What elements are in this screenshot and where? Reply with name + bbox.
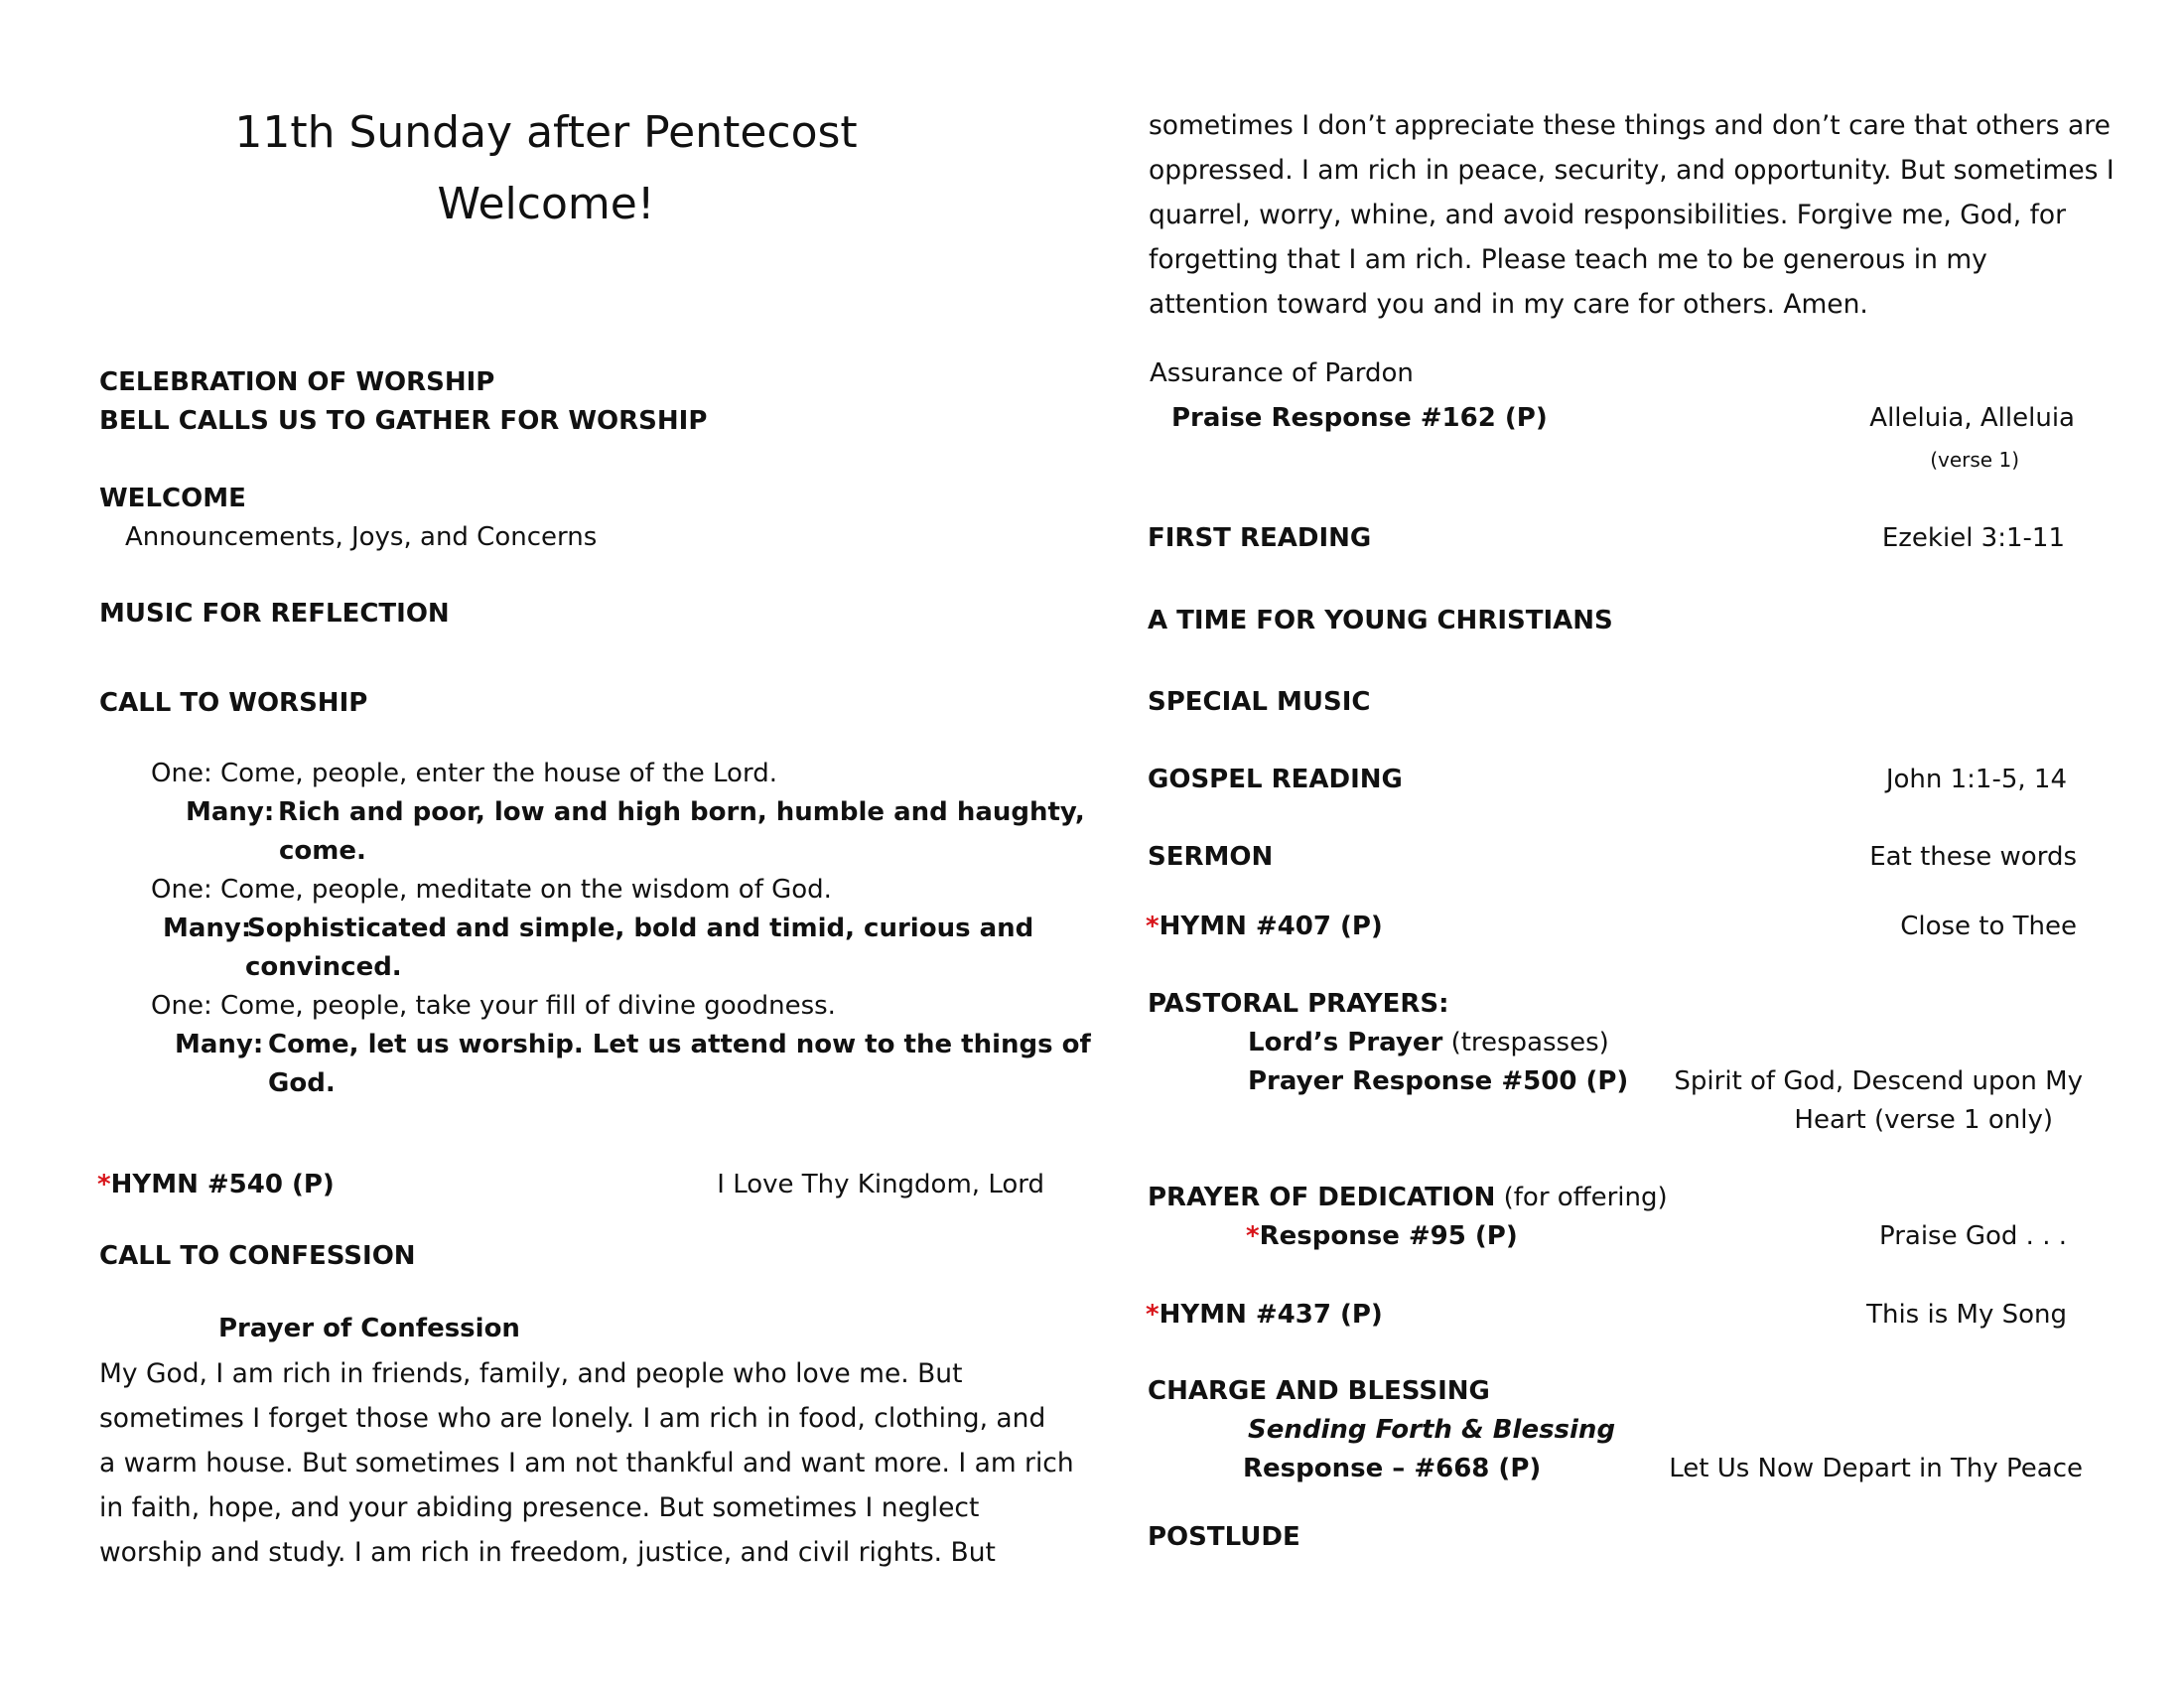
young-christians-heading: A TIME FOR YOUNG CHRISTIANS: [1148, 606, 1613, 635]
confession-line: forgetting that I am rich. Please teach me to be generous in my: [1149, 244, 1987, 275]
gospel-reading-ref: John 1:1-5, 14: [1885, 765, 2067, 794]
prayer-of-dedication: [1148, 1183, 1668, 1213]
confession-line: My God, I am rich in friends, family, and people who love me. But: [99, 1358, 963, 1389]
confession-line: oppressed. I am rich in peace, security, and opportunity. But sometimes I: [1149, 155, 2115, 186]
music-reflection-heading: MUSIC FOR REFLECTION: [99, 599, 450, 629]
standing-marker: *: [1246, 1221, 1260, 1251]
litany-one-3: One: Come, people, take your fill of divine goodness.: [151, 991, 836, 1021]
page-title: 11th Sunday after Pentecost: [234, 107, 858, 158]
prayer-response-title: Spirit of God, Descend upon My: [1674, 1066, 2083, 1096]
confession-text: [99, 1351, 1074, 1575]
hymn-540: [97, 1170, 335, 1200]
response-668-title: Let Us Now Depart in Thy Peace: [1669, 1454, 2083, 1483]
standing-marker: *: [1146, 912, 1160, 941]
standing-marker: *: [97, 1170, 111, 1199]
litany-many-2-label: Many:: [163, 914, 252, 943]
lords-prayer-note: (trespasses): [1450, 1028, 1609, 1057]
dedication-heading: PRAYER OF DEDICATION: [1148, 1183, 1496, 1212]
hymn-407-title: Close to Thee: [1900, 912, 2077, 941]
litany-one-1: One: Come, people, enter the house of the Lord.: [151, 759, 777, 788]
confession-line: worship and study. I am rich in freedom, justice, and civil rights. But: [99, 1537, 996, 1568]
welcome-heading: WELCOME: [99, 484, 246, 513]
response-95: [1246, 1221, 1518, 1252]
lords-prayer-label: Lord’s Prayer: [1248, 1028, 1443, 1057]
response-668-label: Response – #668 (P): [1243, 1454, 1542, 1483]
litany-many-3-text: Come, let us worship. Let us attend now to the things of: [268, 1030, 1091, 1059]
hymn-407-label: HYMN #407 (P): [1159, 912, 1383, 941]
litany-one-2: One: Come, people, meditate on the wisdom of God.: [151, 875, 832, 905]
charge-blessing-heading: CHARGE AND BLESSING: [1148, 1376, 1490, 1406]
postlude-heading: POSTLUDE: [1148, 1522, 1300, 1552]
praise-response-label: Praise Response #162 (P): [1171, 403, 1548, 433]
litany-many-3-cont: God.: [268, 1068, 336, 1098]
response-95-title: Praise God . . .: [1878, 1221, 2067, 1251]
call-to-worship-heading: CALL TO WORSHIP: [99, 688, 368, 718]
sermon-title: Eat these words: [1869, 842, 2077, 872]
hymn-540-label: HYMN #540 (P): [110, 1170, 335, 1199]
dedication-note: (for offering): [1503, 1183, 1668, 1212]
prayer-response-label: Prayer Response #500 (P): [1248, 1066, 1629, 1096]
lords-prayer: [1248, 1028, 1609, 1058]
celebration-heading: CELEBRATION OF WORSHIP: [99, 367, 495, 397]
gospel-reading-heading: GOSPEL READING: [1148, 765, 1403, 794]
confession-line: a warm house. But sometimes I am not thankful and want more. I am rich: [99, 1448, 1074, 1478]
hymn-437: [1146, 1300, 1383, 1331]
bell-heading: BELL CALLS US TO GATHER FOR WORSHIP: [99, 406, 708, 436]
prayer-response-title-cont: Heart (verse 1 only): [1794, 1105, 2053, 1135]
pastoral-prayers-heading: PASTORAL PRAYERS:: [1148, 989, 1449, 1019]
confession-line: in faith, hope, and your abiding presence. But sometimes I neglect: [99, 1492, 980, 1523]
standing-marker: *: [1146, 1300, 1160, 1330]
first-reading-ref: Ezekiel 3:1-11: [1881, 523, 2065, 553]
praise-response-title: Alleluia, Alleluia: [1869, 403, 2075, 433]
hymn-437-label: HYMN #437 (P): [1159, 1300, 1383, 1330]
prayer-of-confession-heading: Prayer of Confession: [218, 1314, 520, 1343]
praise-response-verse: (verse 1): [1930, 448, 2019, 472]
litany-many-2-cont: convinced.: [245, 952, 402, 982]
assurance-of-pardon: Assurance of Pardon: [1150, 358, 1414, 388]
litany-many-2-text: Sophisticated and simple, bold and timid, curious and: [247, 914, 1034, 943]
confession-line: sometimes I don’t appreciate these things and don’t care that others are: [1149, 110, 2111, 141]
litany-many-1-label: Many:: [186, 797, 275, 827]
confession-line: attention toward you and in my care for others. Amen.: [1149, 289, 1868, 320]
hymn-437-title: This is My Song: [1866, 1300, 2067, 1330]
first-reading-heading: FIRST READING: [1148, 523, 1372, 553]
confession-line: quarrel, worry, whine, and avoid responsibilities. Forgive me, God, for: [1149, 200, 2067, 230]
hymn-540-title: I Love Thy Kingdom, Lord: [717, 1170, 1044, 1199]
litany-many-1-text: Rich and poor, low and high born, humble and haughty,: [278, 797, 1085, 827]
hymn-407: [1146, 912, 1383, 942]
announcements-text: Announcements, Joys, and Concerns: [125, 522, 598, 552]
special-music-heading: SPECIAL MUSIC: [1148, 687, 1371, 717]
welcome-title: Welcome!: [437, 179, 655, 229]
sending-forth: Sending Forth & Blessing: [1248, 1415, 1616, 1445]
response-95-label: Response #95 (P): [1259, 1221, 1518, 1251]
litany-many-1-cont: come.: [279, 836, 366, 866]
call-to-confession-heading: CALL TO CONFESSION: [99, 1241, 416, 1271]
confession-text-continued: [1149, 103, 2115, 327]
sermon-heading: SERMON: [1148, 842, 1274, 872]
litany-many-3-label: Many:: [175, 1030, 264, 1059]
confession-line: sometimes I forget those who are lonely. I am rich in food, clothing, and: [99, 1403, 1046, 1434]
